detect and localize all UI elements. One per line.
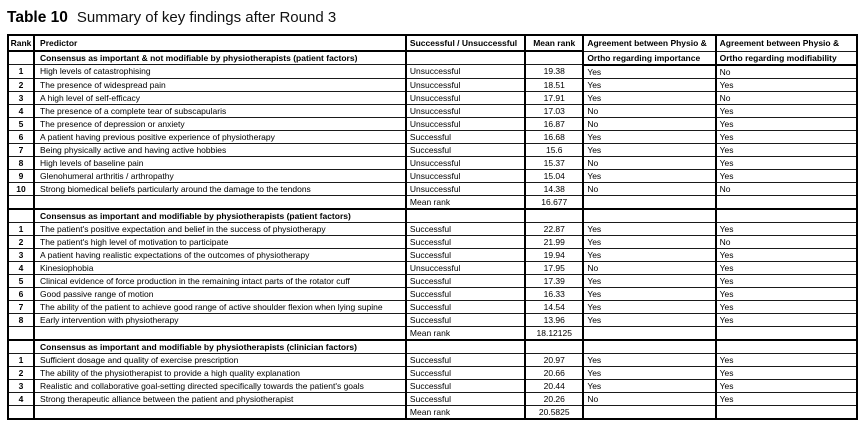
- agreement-modifiability-cell: Yes: [716, 379, 857, 392]
- column-header-agreement-modifiability-line1: Agreement between Physio &: [716, 35, 857, 51]
- agreement-importance-cell: Yes: [583, 65, 715, 79]
- predictor-cell: High levels of catastrophising: [34, 65, 406, 79]
- agreement-modifiability-cell: Yes: [716, 392, 857, 405]
- agreement-importance-cell: Yes: [583, 91, 715, 104]
- agreement-modifiability-cell: Yes: [716, 104, 857, 117]
- agreement-modifiability-cell: No: [716, 91, 857, 104]
- agreement-importance-cell: No: [583, 182, 715, 195]
- agreement-importance-cell: Yes: [583, 78, 715, 91]
- agreement-modifiability-cell: Yes: [716, 287, 857, 300]
- rank-cell: 5: [8, 274, 34, 287]
- agreement-modifiability-cell: Yes: [716, 222, 857, 235]
- mean-rank-cell: 14.38: [525, 182, 583, 195]
- mean-rank-cell: 17.95: [525, 261, 583, 274]
- mean-rank-cell: 22.87: [525, 222, 583, 235]
- agreement-importance-cell: Yes: [583, 379, 715, 392]
- agreement-modifiability-cell: Yes: [716, 130, 857, 143]
- mean-rank-cell: 20.66: [525, 366, 583, 379]
- agreement-importance-cell: No: [583, 156, 715, 169]
- outcome-cell: Successful: [406, 235, 525, 248]
- agreement-importance-cell: Yes: [583, 169, 715, 182]
- predictor-row: [8, 287, 857, 300]
- predictor-row: [8, 130, 857, 143]
- agreement-importance-cell: [583, 405, 715, 419]
- rank-cell: [8, 195, 34, 209]
- mean-rank-label-cell: Mean rank: [406, 405, 525, 419]
- rank-cell: 2: [8, 78, 34, 91]
- predictor-row: [8, 104, 857, 117]
- predictor-row: [8, 182, 857, 195]
- header-row-1: [8, 35, 857, 51]
- rank-cell: 9: [8, 169, 34, 182]
- agreement-importance-cell: Yes: [583, 130, 715, 143]
- predictor-cell: Glenohumeral arthritis / arthropathy: [34, 169, 406, 182]
- predictor-cell: [34, 195, 406, 209]
- section-mean-rank-row: [8, 195, 857, 209]
- mean-rank-value-cell: 16.677: [525, 195, 583, 209]
- rank-cell: 4: [8, 392, 34, 405]
- agreement-importance-cell: No: [583, 261, 715, 274]
- agreement-modifiability-cell: Yes: [716, 78, 857, 91]
- predictor-row: [8, 261, 857, 274]
- predictor-row: [8, 222, 857, 235]
- column-header-mean-rank: Mean rank: [525, 35, 583, 51]
- predictor-cell: Sufficient dosage and quality of exercise prescription: [34, 353, 406, 366]
- agreement-modifiability-cell: [716, 209, 857, 223]
- predictor-cell: Realistic and collaborative goal-setting directed specifically towards the patient's goals: [34, 379, 406, 392]
- outcome-cell: Successful: [406, 287, 525, 300]
- mean-rank-label-cell: Mean rank: [406, 326, 525, 340]
- predictor-cell: The presence of widespread pain: [34, 78, 406, 91]
- findings-table: [7, 34, 858, 420]
- predictor-cell: Early intervention with physiotherapy: [34, 313, 406, 326]
- outcome-cell: Unsuccessful: [406, 261, 525, 274]
- agreement-modifiability-cell: Yes: [716, 300, 857, 313]
- agreement-importance-cell: No: [583, 117, 715, 130]
- predictor-cell: The presence of depression or anxiety: [34, 117, 406, 130]
- column-header-agreement-importance-line2: Ortho regarding importance: [583, 51, 715, 65]
- predictor-row: [8, 248, 857, 261]
- predictor-cell: [34, 326, 406, 340]
- mean-rank-cell: 20.44: [525, 379, 583, 392]
- predictor-row: [8, 274, 857, 287]
- mean-rank-cell: 18.51: [525, 78, 583, 91]
- mean-rank-label-cell: Mean rank: [406, 195, 525, 209]
- mean-rank-cell: 19.38: [525, 65, 583, 79]
- rank-cell: [8, 209, 34, 223]
- predictor-cell: Strong therapeutic alliance between the patient and physiotherapist: [34, 392, 406, 405]
- section-mean-rank-row: [8, 405, 857, 419]
- agreement-importance-cell: Yes: [583, 248, 715, 261]
- mean-rank-cell: 16.87: [525, 117, 583, 130]
- predictor-row: [8, 169, 857, 182]
- rank-cell: 7: [8, 143, 34, 156]
- agreement-modifiability-cell: Yes: [716, 169, 857, 182]
- predictor-cell: Being physically active and having active hobbies: [34, 143, 406, 156]
- predictor-cell: The ability of the physiotherapist to provide a high quality explanation: [34, 366, 406, 379]
- predictor-row: [8, 366, 857, 379]
- agreement-modifiability-cell: Yes: [716, 366, 857, 379]
- rank-cell: 3: [8, 248, 34, 261]
- outcome-cell: Unsuccessful: [406, 65, 525, 79]
- table-title: Summary of key findings after Round 3: [76, 9, 337, 26]
- column-header-agreement-modifiability-line2: Ortho regarding modifiability: [716, 51, 857, 65]
- header-row-2: [8, 51, 857, 65]
- mean-rank-cell: 20.97: [525, 353, 583, 366]
- rank-cell: 3: [8, 91, 34, 104]
- agreement-importance-cell: No: [583, 104, 715, 117]
- column-header-predictor: Predictor: [34, 35, 406, 51]
- section-title-cell: Consensus as important and modifiable by physiotherapists (patient factors): [34, 209, 406, 223]
- outcome-cell: Unsuccessful: [406, 169, 525, 182]
- outcome-cell: Successful: [406, 143, 525, 156]
- header-empty-rank-cell: [8, 51, 34, 65]
- rank-cell: [8, 405, 34, 419]
- rank-cell: 8: [8, 156, 34, 169]
- outcome-cell: Successful: [406, 130, 525, 143]
- rank-cell: [8, 340, 34, 354]
- section-header-row: [8, 340, 857, 354]
- agreement-modifiability-cell: Yes: [716, 274, 857, 287]
- predictor-row: [8, 392, 857, 405]
- outcome-cell: Unsuccessful: [406, 182, 525, 195]
- outcome-cell: Successful: [406, 366, 525, 379]
- agreement-importance-cell: [583, 195, 715, 209]
- mean-rank-cell: [525, 340, 583, 354]
- mean-rank-cell: 17.03: [525, 104, 583, 117]
- predictor-cell: Clinical evidence of force production in the remaining intact parts of the rotator cuff: [34, 274, 406, 287]
- predictor-cell: Good passive range of motion: [34, 287, 406, 300]
- predictor-row: [8, 143, 857, 156]
- rank-cell: 3: [8, 379, 34, 392]
- agreement-importance-cell: Yes: [583, 235, 715, 248]
- rank-cell: 2: [8, 235, 34, 248]
- predictor-cell: The patient's positive expectation and belief in the success of physiotherapy: [34, 222, 406, 235]
- predictor-row: [8, 78, 857, 91]
- agreement-importance-cell: No: [583, 392, 715, 405]
- column-header-agreement-importance-line1: Agreement between Physio &: [583, 35, 715, 51]
- agreement-modifiability-cell: Yes: [716, 117, 857, 130]
- mean-rank-value-cell: 18.12125: [525, 326, 583, 340]
- agreement-modifiability-cell: Yes: [716, 143, 857, 156]
- mean-rank-cell: 15.6: [525, 143, 583, 156]
- table-body: [8, 65, 857, 419]
- agreement-importance-cell: Yes: [583, 274, 715, 287]
- agreement-importance-cell: Yes: [583, 313, 715, 326]
- section-title-cell: Consensus as important and modifiable by physiotherapists (clinician factors): [34, 340, 406, 354]
- predictor-row: [8, 353, 857, 366]
- outcome-cell: Unsuccessful: [406, 91, 525, 104]
- predictor-row: [8, 156, 857, 169]
- outcome-cell: Successful: [406, 353, 525, 366]
- outcome-cell: Unsuccessful: [406, 117, 525, 130]
- outcome-cell: Unsuccessful: [406, 104, 525, 117]
- outcome-cell: [406, 209, 525, 223]
- mean-rank-cell: 19.94: [525, 248, 583, 261]
- predictor-row: [8, 65, 857, 79]
- agreement-modifiability-cell: Yes: [716, 353, 857, 366]
- agreement-modifiability-cell: [716, 326, 857, 340]
- predictor-cell: The patient's high level of motivation to participate: [34, 235, 406, 248]
- agreement-importance-cell: Yes: [583, 366, 715, 379]
- rank-cell: 4: [8, 104, 34, 117]
- predictor-row: [8, 91, 857, 104]
- agreement-modifiability-cell: Yes: [716, 156, 857, 169]
- outcome-cell: Successful: [406, 392, 525, 405]
- column-header-rank: Rank: [8, 35, 34, 51]
- outcome-cell: Successful: [406, 222, 525, 235]
- mean-rank-cell: 20.26: [525, 392, 583, 405]
- outcome-cell: Successful: [406, 313, 525, 326]
- predictor-cell: A patient having realistic expectations of the outcomes of physiotherapy: [34, 248, 406, 261]
- outcome-cell: Successful: [406, 248, 525, 261]
- rank-cell: 2: [8, 366, 34, 379]
- outcome-cell: Successful: [406, 379, 525, 392]
- mean-rank-cell: 16.33: [525, 287, 583, 300]
- agreement-importance-cell: Yes: [583, 143, 715, 156]
- predictor-cell: A patient having previous positive experience of physiotherapy: [34, 130, 406, 143]
- predictor-row: [8, 300, 857, 313]
- agreement-importance-cell: [583, 340, 715, 354]
- agreement-importance-cell: Yes: [583, 353, 715, 366]
- header-empty-outcome-cell: [406, 51, 525, 65]
- agreement-importance-cell: Yes: [583, 222, 715, 235]
- outcome-cell: Successful: [406, 300, 525, 313]
- outcome-cell: [406, 340, 525, 354]
- predictor-row: [8, 117, 857, 130]
- rank-cell: 1: [8, 222, 34, 235]
- predictor-cell: The ability of the patient to achieve good range of active shoulder flexion when lying supine: [34, 300, 406, 313]
- mean-rank-cell: 17.91: [525, 91, 583, 104]
- rank-cell: 10: [8, 182, 34, 195]
- mean-rank-cell: 15.37: [525, 156, 583, 169]
- agreement-modifiability-cell: No: [716, 235, 857, 248]
- mean-rank-cell: 13.96: [525, 313, 583, 326]
- agreement-modifiability-cell: No: [716, 182, 857, 195]
- table-caption: [0, 0, 862, 34]
- table-header: [8, 35, 857, 65]
- outcome-cell: Successful: [406, 274, 525, 287]
- section-header-row: [8, 209, 857, 223]
- agreement-modifiability-cell: Yes: [716, 248, 857, 261]
- agreement-importance-cell: Yes: [583, 300, 715, 313]
- rank-cell: 1: [8, 65, 34, 79]
- agreement-modifiability-cell: [716, 405, 857, 419]
- agreement-modifiability-cell: Yes: [716, 313, 857, 326]
- predictor-row: [8, 313, 857, 326]
- rank-cell: 4: [8, 261, 34, 274]
- predictor-cell: Strong biomedical beliefs particularly around the damage to the tendons: [34, 182, 406, 195]
- agreement-modifiability-cell: [716, 340, 857, 354]
- agreement-importance-cell: Yes: [583, 287, 715, 300]
- header-empty-mean-cell: [525, 51, 583, 65]
- mean-rank-value-cell: 20.5825: [525, 405, 583, 419]
- rank-cell: 6: [8, 130, 34, 143]
- predictor-cell: A high level of self-efficacy: [34, 91, 406, 104]
- agreement-importance-cell: [583, 326, 715, 340]
- predictor-cell: Kinesiophobia: [34, 261, 406, 274]
- mean-rank-cell: 14.54: [525, 300, 583, 313]
- mean-rank-cell: 21.99: [525, 235, 583, 248]
- predictor-row: [8, 379, 857, 392]
- outcome-cell: Unsuccessful: [406, 78, 525, 91]
- predictor-cell: High levels of baseline pain: [34, 156, 406, 169]
- column-header-outcome: Successful / Unsuccessful: [406, 35, 525, 51]
- predictor-cell: [34, 405, 406, 419]
- rank-cell: 5: [8, 117, 34, 130]
- agreement-modifiability-cell: [716, 195, 857, 209]
- agreement-importance-cell: [583, 209, 715, 223]
- rank-cell: 8: [8, 313, 34, 326]
- section-mean-rank-row: [8, 326, 857, 340]
- outcome-cell: Unsuccessful: [406, 156, 525, 169]
- predictor-row: [8, 235, 857, 248]
- rank-cell: [8, 326, 34, 340]
- mean-rank-cell: 17.39: [525, 274, 583, 287]
- agreement-modifiability-cell: Yes: [716, 261, 857, 274]
- section-title-cell: Consensus as important & not modifiable by physiotherapists (patient factors): [34, 51, 406, 65]
- mean-rank-cell: 15.04: [525, 169, 583, 182]
- mean-rank-cell: [525, 209, 583, 223]
- mean-rank-cell: 16.68: [525, 130, 583, 143]
- table-number-label: Table 10: [7, 9, 68, 26]
- agreement-modifiability-cell: No: [716, 65, 857, 79]
- rank-cell: 1: [8, 353, 34, 366]
- rank-cell: 6: [8, 287, 34, 300]
- rank-cell: 7: [8, 300, 34, 313]
- predictor-cell: The presence of a complete tear of subscapularis: [34, 104, 406, 117]
